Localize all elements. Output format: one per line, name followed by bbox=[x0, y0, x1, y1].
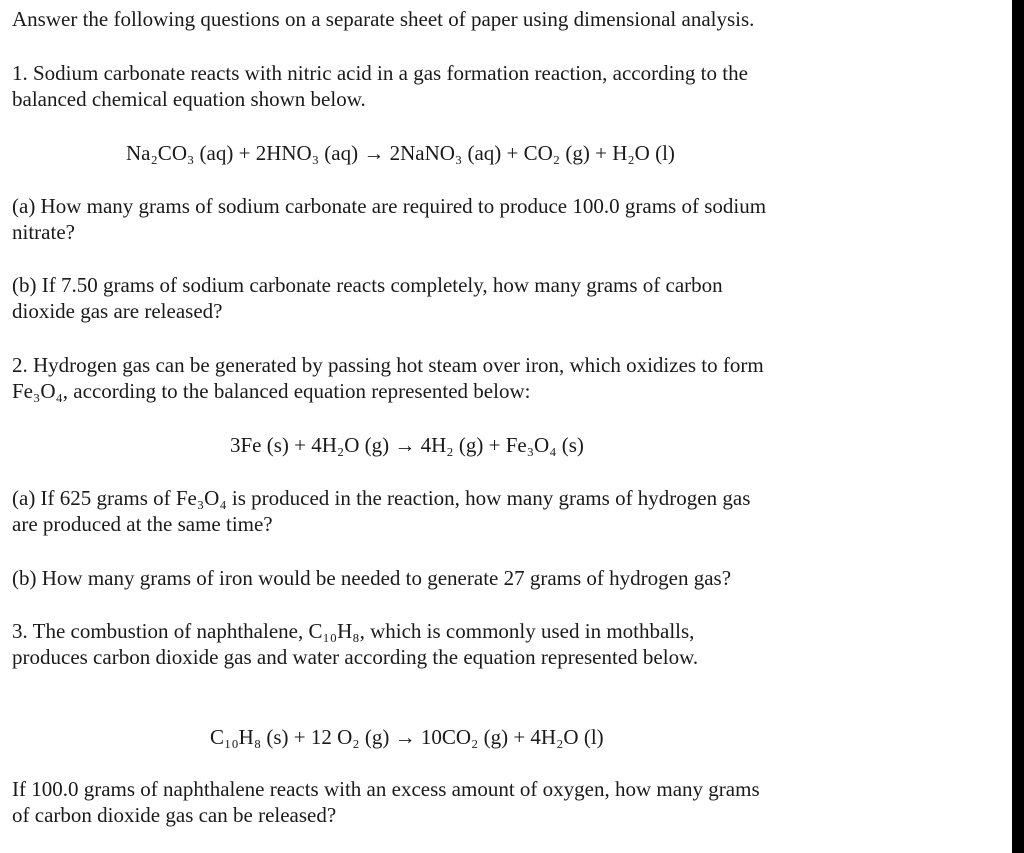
q1-equation: Na₂CO₃ (aq) + 2HNO₃ (aq) → 2NaNO₃ (aq) + CO₂ (g) + H₂O (l) bbox=[126, 141, 675, 165]
q1-intro-line2: balanced chemical equation shown below. bbox=[12, 87, 366, 111]
q1b-line1: (b) If 7.50 grams of sodium carbonate reacts completely, how many grams of carbon bbox=[12, 273, 723, 297]
q2-equation: 3Fe (s) + 4H₂O (g) → 4H₂ (g) + Fe₃O₄ (s) bbox=[230, 433, 584, 457]
q1-intro-line1: 1. Sodium carbonate reacts with nitric acid in a gas formation reaction, according to the bbox=[12, 61, 748, 85]
q2a-line2: are produced at the same time? bbox=[12, 512, 273, 536]
q3-intro-line1: 3. The combustion of naphthalene, C₁₀H₈, which is commonly used in mothballs, bbox=[12, 619, 695, 643]
q2-intro-line2: Fe₃O₄, according to the balanced equation represented below: bbox=[12, 379, 531, 403]
instructions-text: Answer the following questions on a separate sheet of paper using dimensional analysis. bbox=[12, 7, 755, 31]
q1a-line1: (a) How many grams of sodium carbonate are required to produce 100.0 grams of sodium bbox=[12, 194, 767, 218]
q2a-line1: (a) If 625 grams of Fe₃O₄ is produced in the reaction, how many grams of hydrogen gas bbox=[12, 486, 751, 510]
q3-question-line1: If 100.0 grams of naphthalene reacts with an excess amount of oxygen, how many grams bbox=[12, 777, 760, 801]
right-edge-border bbox=[1012, 0, 1024, 853]
worksheet-page bbox=[12, 0, 1002, 853]
q3-question-line2: of carbon dioxide gas can be released? bbox=[12, 803, 337, 827]
q2-intro-line1: 2. Hydrogen gas can be generated by passing hot steam over iron, which oxidizes to form bbox=[12, 353, 764, 377]
q1a-line2: nitrate? bbox=[12, 220, 75, 244]
q3-intro-line2: produces carbon dioxide gas and water according the equation represented below. bbox=[12, 645, 699, 669]
q1b-line2: dioxide gas are released? bbox=[12, 299, 223, 323]
q2b-line1: (b) How many grams of iron would be needed to generate 27 grams of hydrogen gas? bbox=[12, 566, 732, 590]
q3-equation: C₁₀H₈ (s) + 12 O₂ (g) → 10CO₂ (g) + 4H₂O (l) bbox=[210, 725, 604, 749]
